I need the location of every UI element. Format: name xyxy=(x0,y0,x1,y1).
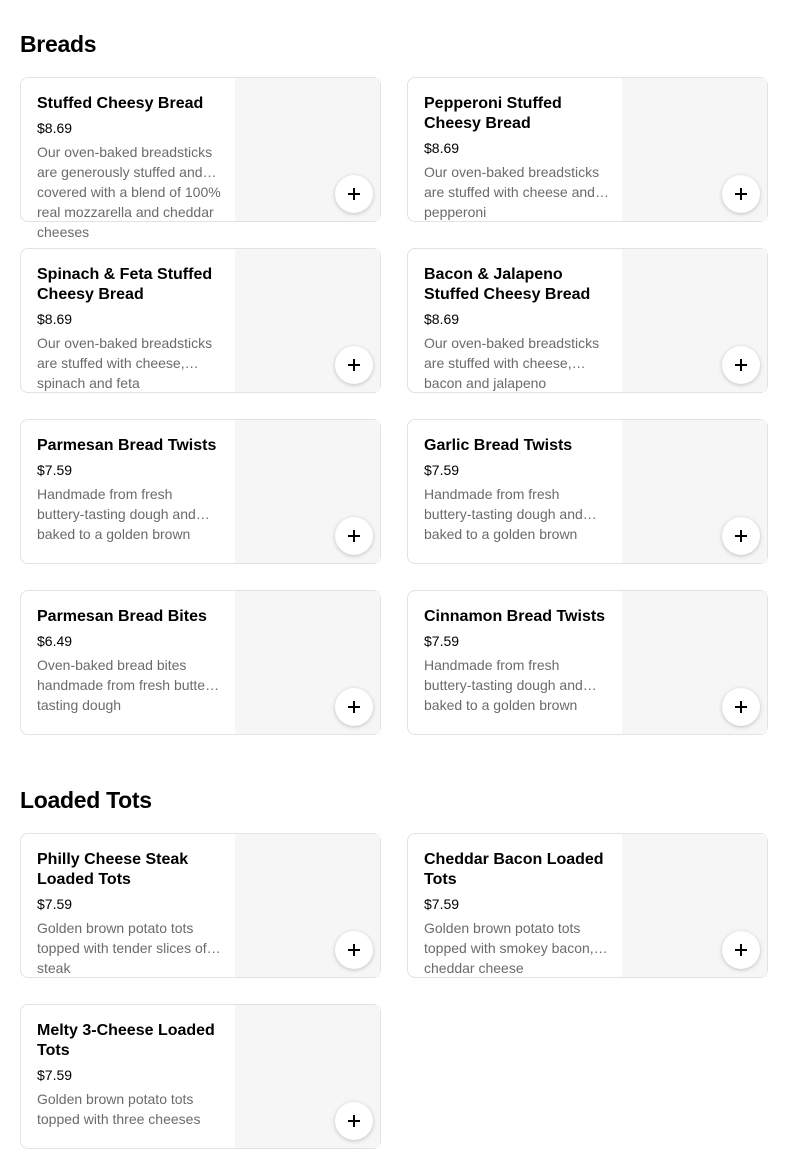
plus-icon xyxy=(348,359,360,371)
menu-item-price: $8.69 xyxy=(37,120,73,136)
menu-item-card[interactable] xyxy=(407,419,768,564)
plus-icon xyxy=(348,944,360,956)
plus-icon xyxy=(348,530,360,542)
add-item-button[interactable] xyxy=(335,175,373,213)
menu-item-name: Melty 3-Cheese Loaded Tots xyxy=(37,1022,215,1059)
plus-icon xyxy=(735,944,747,956)
menu-item-description: Our oven-baked breadsticks are stuffed with cheese, bacon and jalapeno xyxy=(424,335,600,391)
menu-item-description: Handmade from fresh buttery-tasting dough and baked to a golden brown xyxy=(424,486,583,542)
menu-item-name: Philly Cheese Steak Loaded Tots xyxy=(37,851,189,888)
menu-item-price: $7.59 xyxy=(424,633,460,649)
menu-item-description: Golden brown potato tots topped with tender slices of steak xyxy=(37,920,207,976)
menu-item-price: $8.69 xyxy=(424,140,460,156)
menu-item-name: Parmesan Bread Bites xyxy=(37,608,207,625)
menu-item-name: Cheddar Bacon Loaded Tots xyxy=(424,851,604,888)
plus-icon xyxy=(348,188,360,200)
menu-item-card[interactable] xyxy=(20,833,381,978)
menu-item-description: Golden brown potato tots topped with smokey bacon, cheddar cheese xyxy=(424,920,594,976)
add-item-button[interactable] xyxy=(335,688,373,726)
menu-item-price: $7.59 xyxy=(37,462,73,478)
plus-icon xyxy=(348,701,360,713)
menu-item-price: $8.69 xyxy=(424,311,460,327)
menu-item-text xyxy=(37,436,223,542)
add-item-button[interactable] xyxy=(722,346,760,384)
plus-icon xyxy=(735,701,747,713)
menu-item-description: Handmade from fresh buttery-tasting dough and baked to a golden brown xyxy=(424,657,583,713)
plus-icon xyxy=(735,188,747,200)
menu-item-card[interactable] xyxy=(407,590,768,735)
menu-item-name: Stuffed Cheesy Bread xyxy=(37,95,204,112)
add-item-button[interactable] xyxy=(335,346,373,384)
menu-item-description: Oven-baked bread bites handmade from fresh buttery-tasting dough xyxy=(37,657,222,713)
add-item-button[interactable] xyxy=(335,931,373,969)
menu-item-text xyxy=(37,94,223,240)
menu-item-price: $7.59 xyxy=(37,896,73,912)
menu-item-text xyxy=(424,436,610,542)
menu-item-description: Our oven-baked breadsticks are stuffed with cheese and pepperoni xyxy=(424,164,600,220)
add-item-button[interactable] xyxy=(722,688,760,726)
menu-item-text xyxy=(424,850,610,976)
section-title: Breads xyxy=(20,31,97,57)
menu-item-description: Our oven-baked breadsticks are generously stuffed and covered with a blend of 100% real mozzarella and cheddar cheeses xyxy=(37,144,221,240)
section-breads xyxy=(20,30,770,713)
menu-item-card[interactable] xyxy=(407,77,768,222)
menu-item-description: Our oven-baked breadsticks are stuffed with cheese, spinach and feta xyxy=(37,335,213,391)
add-item-button[interactable] xyxy=(722,517,760,555)
menu-item-text xyxy=(37,850,223,976)
menu-item-card[interactable] xyxy=(20,248,381,393)
menu-item-text xyxy=(37,265,223,391)
menu-item-text xyxy=(37,607,223,713)
menu-item-description: Golden brown potato tots topped with three cheeses xyxy=(37,1091,201,1127)
menu-item-card[interactable] xyxy=(20,419,381,564)
menu-item-card[interactable] xyxy=(407,833,768,978)
add-item-button[interactable] xyxy=(722,931,760,969)
menu-item-name: Parmesan Bread Twists xyxy=(37,437,217,454)
menu-item-text xyxy=(424,607,610,713)
plus-icon xyxy=(735,530,747,542)
menu-item-card[interactable] xyxy=(20,590,381,735)
menu-item-card[interactable] xyxy=(407,248,768,393)
menu-item-card[interactable] xyxy=(20,77,381,240)
menu-item-description: Handmade from fresh buttery-tasting dough and baked to a golden brown xyxy=(37,486,196,542)
menu-item-name: Pepperoni Stuffed Cheesy Bread xyxy=(424,95,562,132)
menu-item-price: $7.59 xyxy=(424,896,460,912)
menu-item-price: $7.59 xyxy=(37,1067,73,1083)
menu-item-card[interactable] xyxy=(20,1004,381,1149)
menu-item-name: Garlic Bread Twists xyxy=(424,437,573,454)
plus-icon xyxy=(735,359,747,371)
menu-item-name: Bacon & Jalapeno Stuffed Cheesy Bread xyxy=(424,266,591,303)
section-title: Loaded Tots xyxy=(20,787,152,813)
plus-icon xyxy=(348,1115,360,1127)
add-item-button[interactable] xyxy=(335,517,373,555)
menu-item-name: Cinnamon Bread Twists xyxy=(424,608,606,625)
menu-item-price: $7.59 xyxy=(424,462,460,478)
menu-item-text xyxy=(424,265,610,391)
menu-item-text xyxy=(37,1021,223,1129)
menu-item-text xyxy=(424,94,610,220)
menu-item-price: $8.69 xyxy=(37,311,73,327)
add-item-button[interactable] xyxy=(722,175,760,213)
menu-item-name: Spinach & Feta Stuffed Cheesy Bread xyxy=(37,266,213,303)
menu-item-price: $6.49 xyxy=(37,633,73,649)
add-item-button[interactable] xyxy=(335,1102,373,1140)
section-loaded-tots xyxy=(20,786,770,1127)
